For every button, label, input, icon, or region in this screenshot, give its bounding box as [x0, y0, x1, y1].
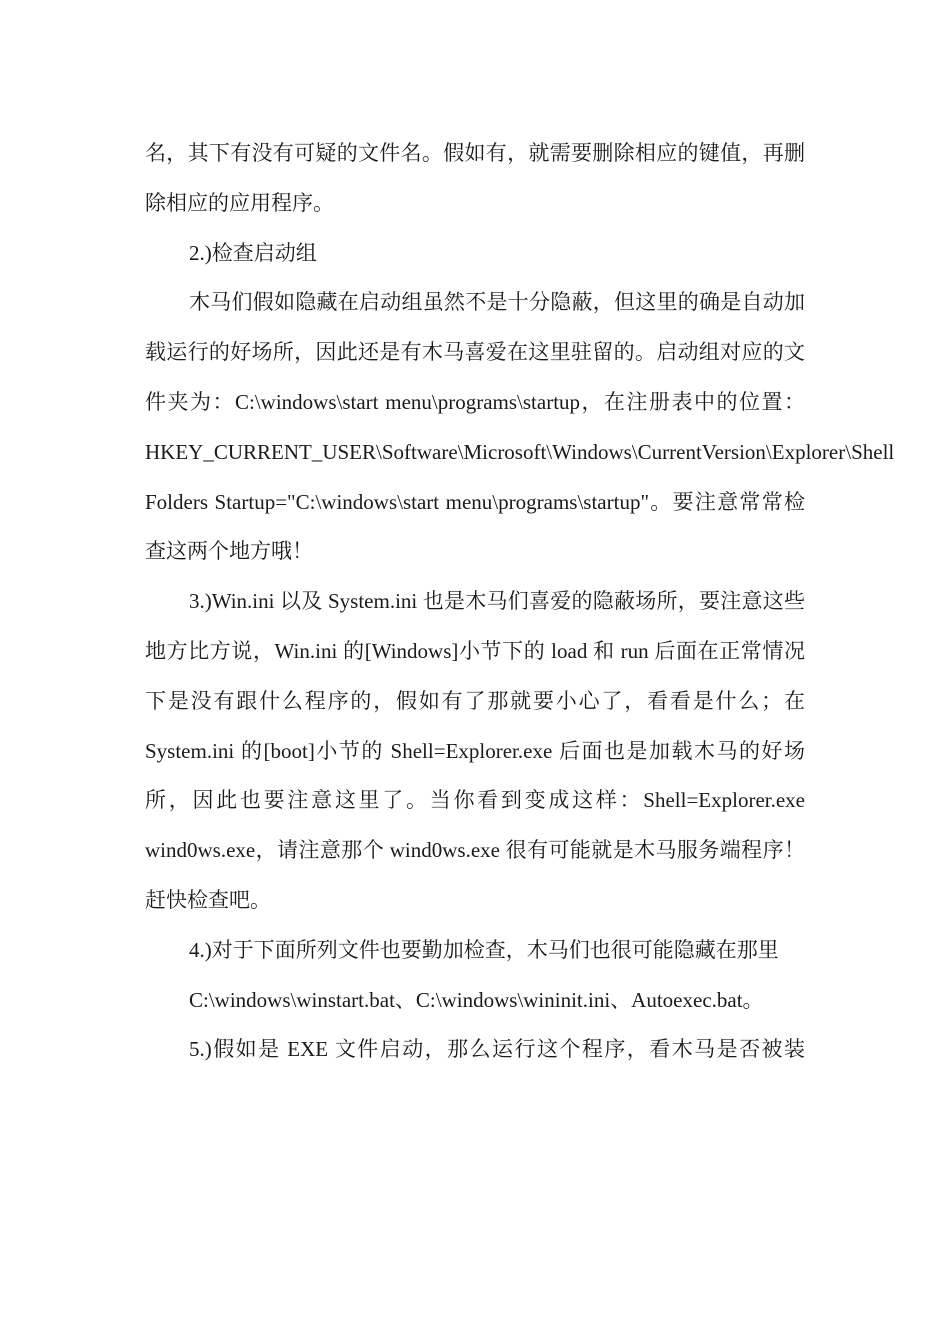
paragraph-exe-startup: 5.)假如是 EXE 文件启动，那么运行这个程序，看木马是否被装 — [189, 1037, 805, 1062]
paragraph-check-files: 4.)对于下面所列文件也要勤加检查，木马们也很可能隐藏在那里 — [189, 937, 779, 962]
paragraph-ini-files: 3.)Win.ini 以及 System.ini 也是木马们喜爱的隐蔽场所，要注意这些地方比方说，Win.ini 的[Windows]小节下的 load 和 run 后面在正常情况下是没有跟什么程序的，假如有了那就要小心了，看看是什么；在 System.ini 的[boot]小节的 Shell=Explorer.exe 后面也是加载木马的好场所，因此也要注意这里了。当你看到变成这样：Shell=Explorer.exe wind0ws.exe，请注意那个 wind0ws.exe 很有可能就是木马服务端程序！赶快检查吧。 — [145, 589, 805, 912]
paragraph-continuation: 名，其下有没有可疑的文件名。假如有，就需要删除相应的键值，再删除相应的应用程序。 — [145, 141, 805, 215]
paragraph-startup-group: 木马们假如隐藏在启动组虽然不是十分隐蔽，但这里的确是自动加载运行的好场所，因此还是有木马喜爱在这里驻留的。启动组对应的文件夹为：C:\windows\start menu\programs\startup，在注册表中的位置：HKEY_CURRENT_USER\Software\Microsoft\Windows\CurrentVersion\Explorer\Shell Folders Startup="C:\windows\start menu\programs\startup"。要注意常常检查这两个地方哦！ — [145, 290, 895, 564]
document-body — [145, 129, 895, 1075]
paragraph-file-list: C:\windows\winstart.bat、C:\windows\wininit.ini、Autoexec.bat。 — [189, 987, 764, 1012]
heading-check-startup-group: 2.)检查启动组 — [189, 240, 317, 265]
